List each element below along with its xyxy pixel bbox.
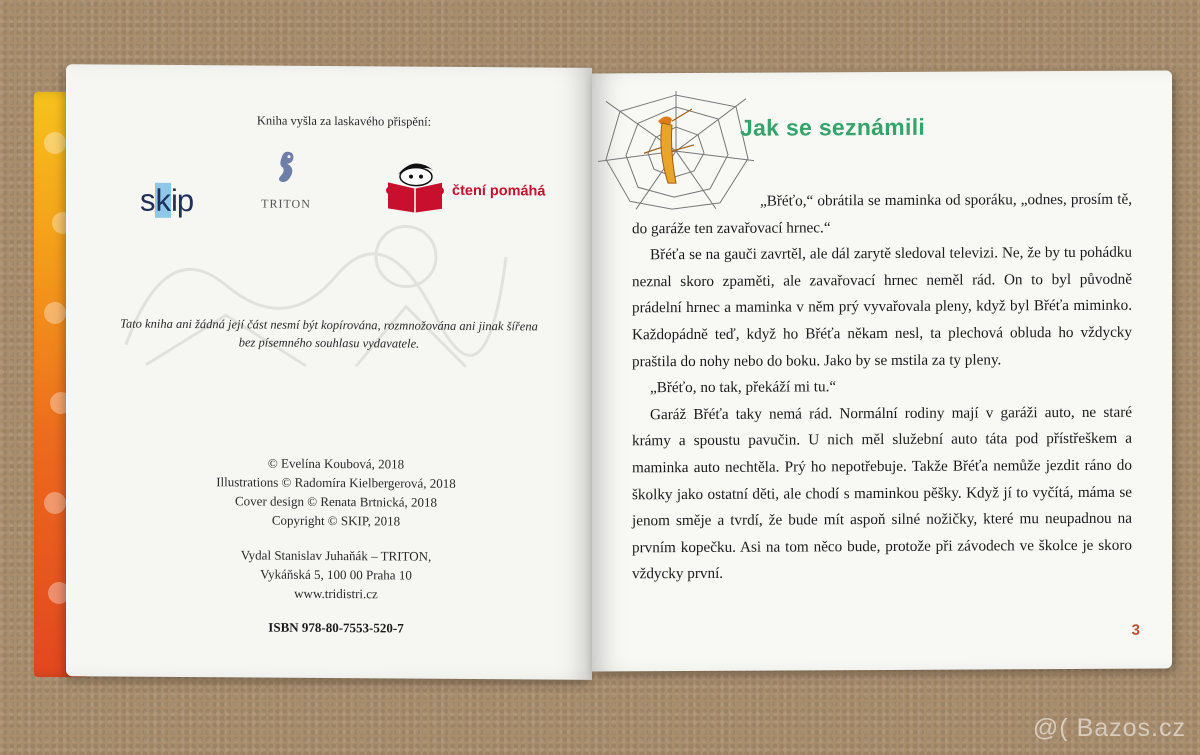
publisher-line: Vydal Stanislav Juhaňák – TRITON,	[240, 547, 432, 564]
copyright-notice-line: Tato kniha ani žádná její část nesmí být kopírována, rozmnožována ani jinak šířena	[120, 316, 538, 334]
copyright-notice-line: bez písemného souhlasu vydavatele.	[238, 335, 420, 351]
publisher-line: www.tridistri.cz	[294, 585, 378, 602]
cteni-pomaha-wordmark: čtení pomáhá	[452, 182, 546, 200]
publisher-block	[166, 545, 506, 604]
story-paragraph: Břéťa se na gauči zavrtěl, ale dál zarytě sledoval televizi. Ne, že by tu pohádku neznal skoro zpaměti, ale zavařovací hrnec neměl rád. On to byl původně prádelní hrnec a maminka v něm prý vyvařovala pleny, když byl Břéťa miminko. Každopádně teď, když ho Břéťa někam nesl, ta plechová obluda ho vždycky praštila do nohy nebo do boku. Jako by se mstila za ty pleny.	[632, 243, 1132, 370]
credit-line: © Evelína Koubová, 2018	[267, 455, 405, 472]
reading-child-icon	[384, 152, 446, 212]
credit-line: Copyright © SKIP, 2018	[271, 512, 401, 529]
chapter-title: Jak se seznámili	[740, 113, 926, 141]
faint-background-illustration	[106, 194, 526, 387]
right-page	[592, 70, 1172, 671]
triton-wordmark: TRITON	[261, 196, 311, 211]
left-page	[66, 64, 592, 680]
skip-logo: skip	[140, 182, 194, 219]
copyright-notice	[106, 314, 552, 353]
story-paragraph: „Břéťo, no tak, překáží mi tu.“	[650, 378, 837, 397]
isbn: ISBN 978-80-7553-520-7	[268, 619, 404, 636]
credit-line: Illustrations © Radomíra Kielbergerová, 2018	[216, 474, 456, 491]
triton-logo	[256, 147, 316, 211]
credit-line: Cover design © Renata Brtnická, 2018	[235, 493, 437, 510]
story-paragraph: Garáž Břéťa taky nemá rád. Normální rodiny mají v garáži auto, ne staré krámy a spoustu pavučin. U nich měl služební auto táta pod přístřeškem a maminka auto nechtěla. Prý ho nepotřebuje. Takže Břéťa nemůže jezdit ráno do školky jako ostatní děti, ale chodí s maminkou pěšky. Když jí to vyčítá, máma se jenom směje a tvrdí, že bude mít aspoň silné nožičky, které mu neupadnou na prvním kopečku. Asi na tom něco bude, protože při závodech ve školce je skoro vždycky první.	[632, 403, 1132, 583]
cteni-pomaha-logo	[384, 152, 554, 213]
page-number: 3	[1131, 621, 1140, 639]
story-text	[632, 187, 1132, 589]
seahorse-triton-icon	[269, 148, 303, 190]
sponsor-line: Kniha vyšla za laskavého přispění:	[256, 113, 432, 129]
publisher-line: Vykáňská 5, 100 00 Praha 10	[260, 566, 412, 583]
story-paragraph: „Břéťo,“ obrátila se maminka od sporáku, „odnes, prosím tě, do garáže ten zavařovací hrnec.“	[632, 190, 1132, 237]
bazos-watermark: @( Bazos.cz	[1032, 714, 1186, 742]
credits-block	[166, 453, 506, 531]
